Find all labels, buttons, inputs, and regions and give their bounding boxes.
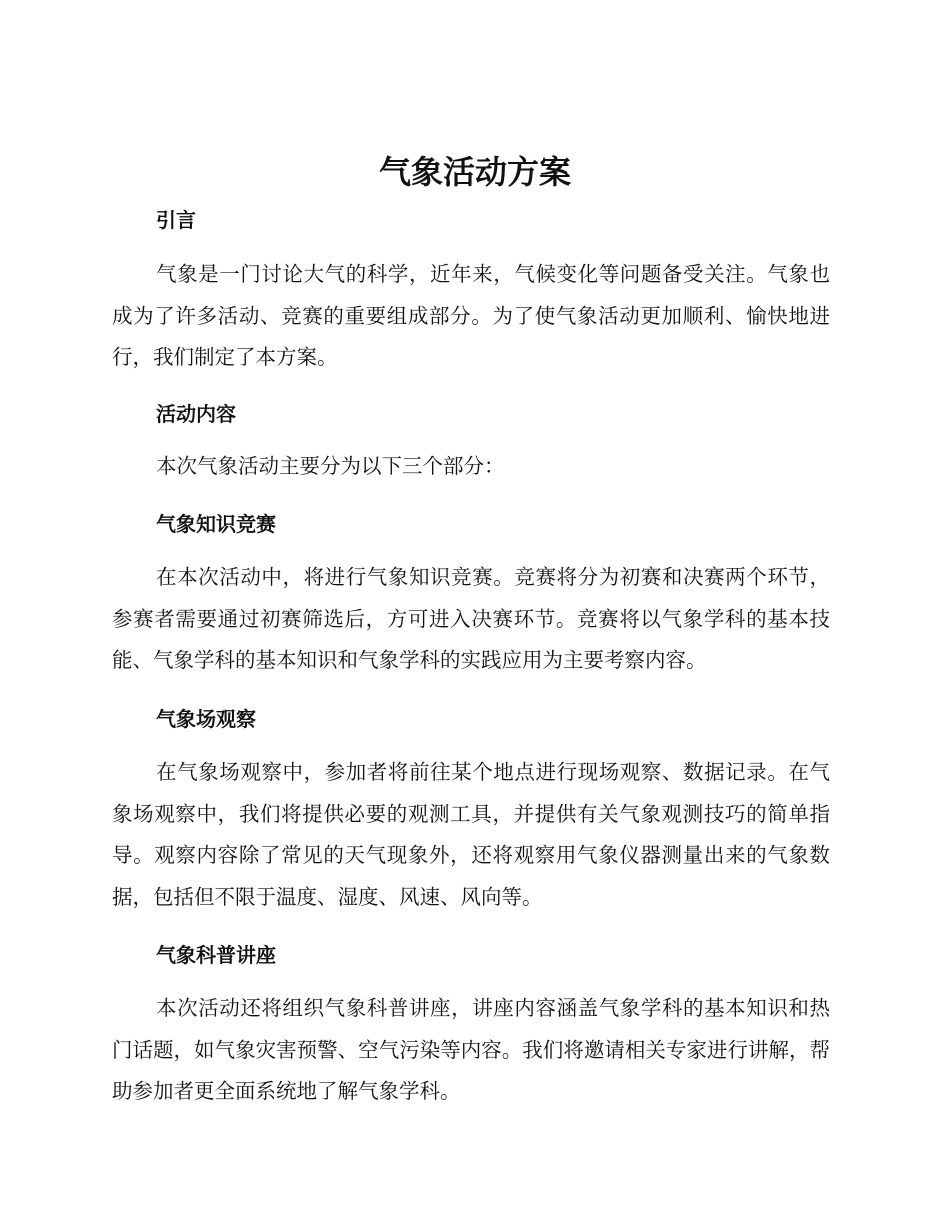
- section-heading-activity-content: 活动内容: [156, 402, 236, 426]
- section-heading-science-lecture: 气象科普讲座: [156, 943, 276, 967]
- section-paragraph-science-lecture: 本次活动还将组织气象科普讲座，讲座内容涵盖气象学科的基本知识和热门话题，如气象灾害预警、空气污染等内容。我们将邀请相关专家进行讲解，帮助参加者更全面系统地了解气象学科。: [112, 996, 830, 1103]
- section-paragraph-knowledge-contest: 在本次活动中，将进行气象知识竞赛。竞赛将分为初赛和决赛两个环节，参赛者需要通过初赛筛选后，方可进入决赛环节。竞赛将以气象学科的基本技能、气象学科的基本知识和气象学科的实践应用为主要考察内容。: [112, 565, 830, 672]
- section-paragraph-activity-content: 本次气象活动主要分为以下三个部分：: [156, 454, 505, 478]
- section-heading-knowledge-contest: 气象知识竞赛: [156, 512, 276, 536]
- section-paragraph-introduction: 气象是一门讨论大气的科学，近年来，气候变化等问题备受关注。气象也成为了许多活动、竞赛的重要组成部分。为了使气象活动更加顺利、愉快地进行，我们制定了本方案。: [112, 262, 830, 369]
- section-heading-field-observation: 气象场观察: [156, 707, 256, 731]
- section-heading-introduction: 引言: [156, 208, 196, 232]
- document-title: 气象活动方案: [378, 153, 571, 191]
- section-paragraph-field-observation: 在气象场观察中，参加者将前往某个地点进行现场观察、数据记录。在气象场观察中，我们将提供必要的观测工具，并提供有关气象观测技巧的简单指导。观察内容除了常见的天气现象外，还将观察用气象仪器测量出来的气象数据，包括但不限于温度、湿度、风速、风向等。: [112, 760, 830, 909]
